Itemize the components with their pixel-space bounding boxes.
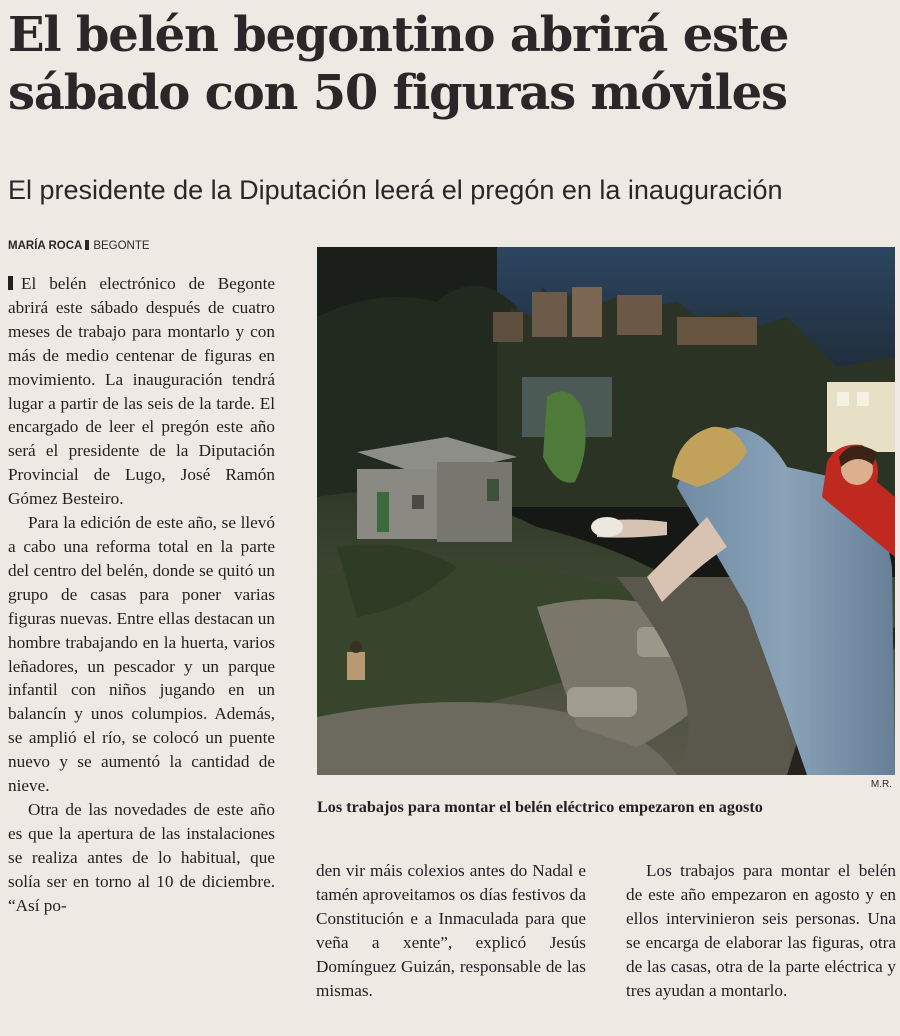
photo-credit: M.R.: [870, 779, 892, 790]
article-column-1: [8, 272, 275, 917]
paragraph-5: Los trabajos para montar el belén de este año empezaron en agosto y en ellos intervinieron seis personas. Una se encarga de elaborar las figuras, otra de las casas, otra de la parte eléctrica y tres ayudan a montarlo.: [626, 861, 896, 1000]
paragraph-4: den vir máis colexios antes do Nadal e tamén aproveitamos os días festivos da Constitución e a Inmaculada para que veña a xente”, explicó Jesús Domínguez Guizán, responsable de las mismas.: [316, 861, 586, 1000]
photo-caption: Los trabajos para montar el belén eléctrico empezaron en agosto: [317, 798, 763, 816]
headline-line-2: sábado con 50 figuras móviles: [8, 65, 787, 121]
article-column-2: [316, 859, 586, 1002]
paragraph-1: El belén electrónico de Begonte abrirá este sábado después de cuatro meses de trabajo para montarlo y con más de medio centenar de figuras en movimiento. La inauguración tendrá lugar a partir de las seis de la tarde. El encargado de leer el pregón este año será el presidente de la Diputación Provincial de Lugo, José Ramón Gómez Besteiro.: [8, 272, 275, 511]
byline-location: BEGONTE: [93, 240, 150, 252]
byline-separator: [85, 240, 89, 250]
nativity-scene-photo: [317, 247, 895, 775]
byline-author: MARÍA ROCA: [8, 240, 83, 252]
headline-line-1: El belén begontino abrirá este: [8, 7, 789, 63]
article-column-3: [626, 859, 896, 1002]
paragraph-3: Otra de las novedades de este año es que la apertura de las instalaciones se realiza antes de lo habitual, que solía ser en torno al 10 de diciembre. “Así po-: [8, 799, 275, 915]
byline: [8, 240, 150, 252]
subheadline: El presidente de la Diputación leerá el pregón en la inauguración: [8, 175, 783, 205]
paragraph-2: Para la edición de este año, se llevó a cabo una reforma total en la parte del centro del belén, donde se quitó un grupo de casas para poner varias figuras nuevas. Entre ellas destacan un hombre trabajando en la huerta, varios leñadores, un pescador y un parque infantil con niños jugando en un balancín y unos columpios. Además, se amplió el río, se colocó un puente nuevo y se aumentó la cantidad de nieve.: [8, 513, 275, 796]
headline: [8, 6, 898, 122]
